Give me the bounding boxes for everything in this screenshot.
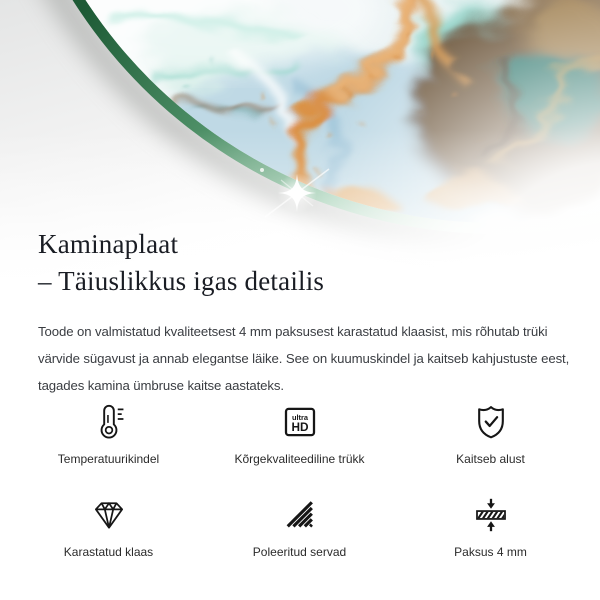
feature-item-print-quality <box>204 399 395 466</box>
feature-label: Kõrgekvaliteediline trükk <box>234 452 365 466</box>
feature-item-polished-edges <box>204 492 395 559</box>
feature-label: Poleeritud servad <box>252 545 347 559</box>
thermometer-icon <box>88 401 130 443</box>
feature-label: Paksus 4 mm <box>454 545 527 559</box>
ultra-hd-badge-bottom: HD <box>290 420 309 435</box>
ultra-hd-icon <box>279 401 321 443</box>
feature-label: Karastatud klaas <box>63 545 154 559</box>
ultra-hd-badge-top: ultra <box>291 412 308 422</box>
feature-item-temperature <box>13 399 204 466</box>
features-grid <box>13 399 587 559</box>
shield-check-icon <box>470 401 512 443</box>
feature-label: Temperatuurikindel <box>57 452 160 466</box>
feature-item-protects-base <box>395 399 586 466</box>
feature-item-thickness <box>395 492 586 559</box>
page-title <box>38 226 586 300</box>
thickness-icon <box>470 494 512 536</box>
feature-item-tempered-glass <box>13 492 204 559</box>
product-description: Toode on valmistatud kvaliteetsest 4 mm paksusest karastatud klaasist, mis rõhutab trüki värvide sügavust ja annab elegantse läike. See on kuumuskindel ja kaitseb kahjustuste eest, tagades kamina ümbruse kaitse aastateks. <box>38 324 570 393</box>
feature-label: Kaitseb alust <box>456 452 525 466</box>
page-title-line2: – Täiuslikkus igas detailis <box>38 266 325 296</box>
product-copy <box>38 226 586 399</box>
polished-edges-icon <box>279 494 321 536</box>
diamond-icon <box>88 494 130 536</box>
page-title-line1: Kaminaplaat <box>38 229 179 259</box>
